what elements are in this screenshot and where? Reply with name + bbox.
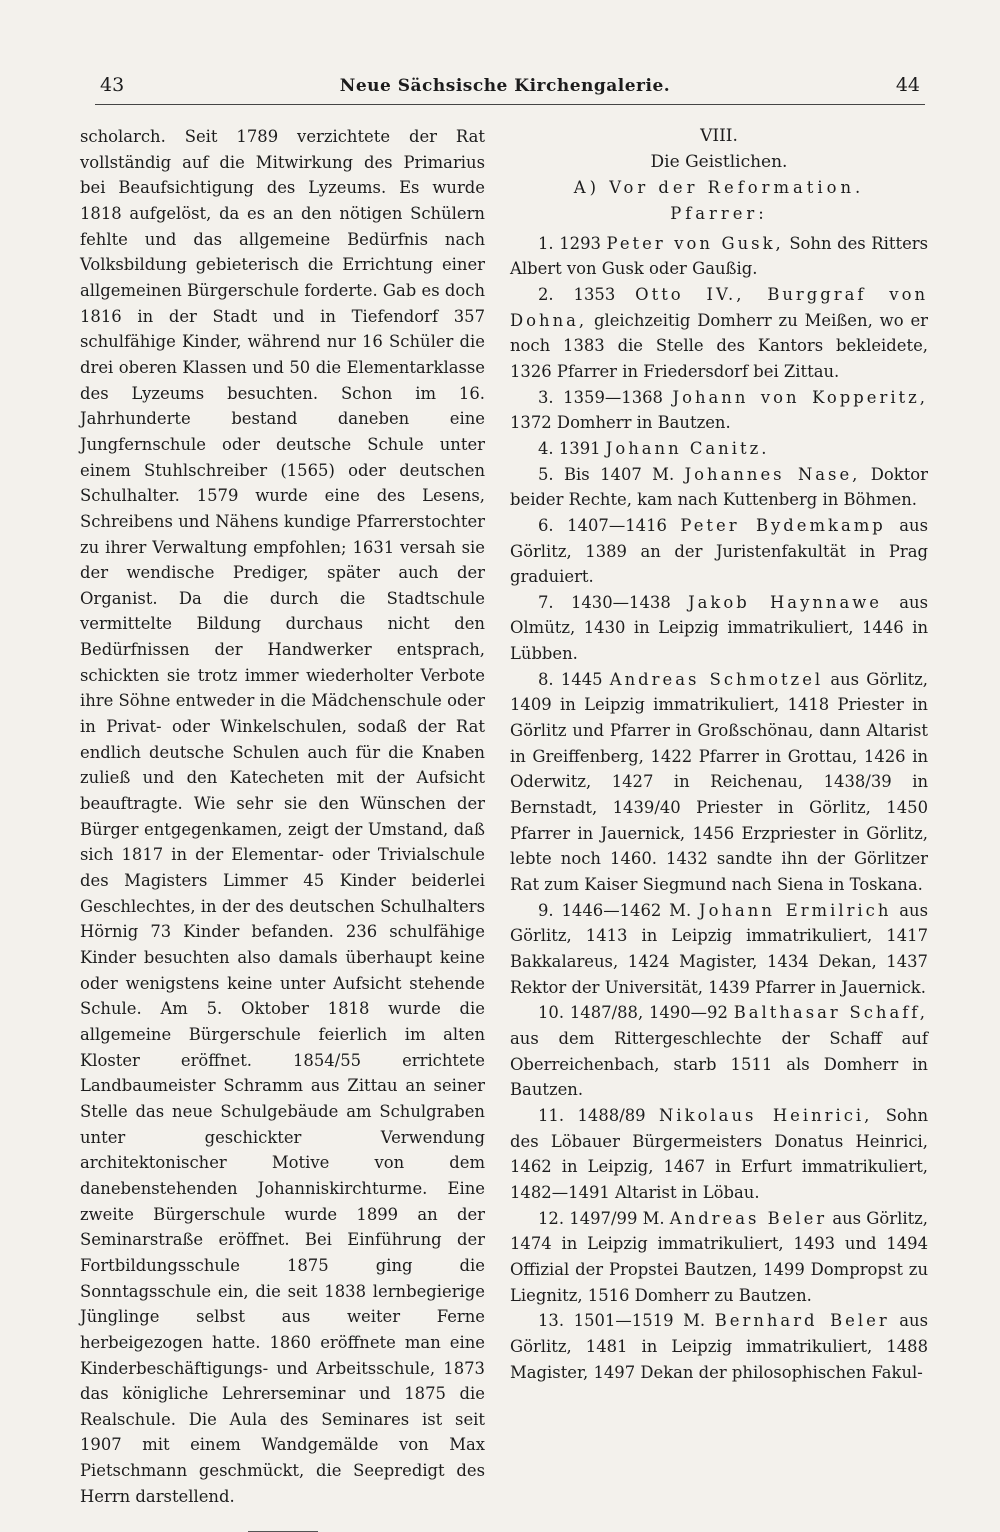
- entry-name: Peter von Gusk,: [606, 233, 784, 253]
- entry-item: [510, 282, 928, 385]
- entry-item: [510, 898, 928, 1001]
- entry-text: aus Görlitz, 1389 an der Juristenfakultät in Prag graduiert.: [510, 515, 929, 587]
- entry-item: [510, 667, 928, 898]
- entry-name: Andreas Schmotzel: [609, 669, 824, 689]
- entry-name: Andreas Beler: [669, 1208, 828, 1228]
- entry-name: Bernhard Beler: [714, 1311, 890, 1331]
- entry-item: [510, 385, 928, 436]
- entry-lead: 6. 1407—1416: [538, 515, 667, 535]
- page-header: [90, 74, 920, 104]
- entry-lead: 8. 1445: [538, 669, 603, 689]
- entry-lead: 3. 1359—1368: [538, 387, 663, 407]
- section-title: Die Geistlichen.: [650, 151, 788, 172]
- entry-item: [510, 1308, 928, 1385]
- subsection-title: Vor der Reformation.: [609, 178, 865, 198]
- entry-name: Johann Canitz.: [605, 438, 770, 458]
- entry-lead: 13. 1501—1519 M.: [538, 1311, 706, 1331]
- entry-item: [510, 590, 928, 667]
- entry-name: Peter Bydemkamp: [680, 515, 886, 535]
- entry-text: Sohn des Ritters Albert von Gusk oder Gaußig.: [510, 233, 929, 279]
- entry-name: Balthasar Schaff,: [733, 1003, 928, 1023]
- category-heading: Pfarrer:: [670, 203, 768, 223]
- entry-text: gleichzeitig Domherr zu Meißen, wo er noch 1383 die Stelle des Kantors bekleidete, 1326 Pfarrer in Friedersdorf bei Zittau.: [510, 310, 928, 381]
- entry-list: [510, 231, 928, 1386]
- left-paragraph: scholarch. Seit 1789 verzichtete der Rat vollständig auf die Mitwirkung des Primarius bei Beaufsichtigung des Lyzeums. Es wurde 1818 aufgelöst, da es an den nötigen Schülern fehlte und das allgemeine Bedürfnis nach Volksbildung gebieterisch die Errichtung einer allgemeinen Bürgerschule forderte. Gab es doch 1816 in der Stadt und in Tiefendorf 357 schulfähige Kinder, während nur 16 Schüler die drei oberen Klassen und 50 die Elementarklasse des Lyzeums besuchten. Schon im 16. Jahrhunderte bestand daneben eine Jungfernschule oder deutsche Schule unter einem Stuhlschreiber (1565) oder deutschen Schulhalter. 1579 wurde eine des Lesens, Schreibens und Nähens kundige Pfarrerstochter zu ihrer Verwaltung empfohlen; 1631 versah sie der wendische Prediger, später auch der Organist. Da die durch die Stadtschule vermittelte Bildung durchaus nicht den Bedürfnissen der Handwerker entsprach, schickten sie trotz immer wiederholter Verbote ihre Söhne entweder in die Mädchenschule oder in Privat- oder Winkelschulen, sodaß der Rat endlich deutsche Schulen auch für die Knaben zuließ und den Katecheten mit der Aufsicht beauftragte. Wie sehr sie den Wünschen der Bürger entgegenkamen, zeigt der Umstand, daß sich 1817 in der Elementar- oder Trivialschule des Magisters Limmer 45 Kinder beiderlei Geschlechtes, in der des deutschen Schulhalters Hörnig 73 Kinder befanden. 236 schulfähige Kinder besuchten also damals überhaupt keine oder wenigstens keine unter Aufsicht stehende Schule. Am 5. Oktober 1818 wurde die allgemeine Bürgerschule feierlich im alten Kloster eröffnet. 1854/55 errichtete Landbaumeister Schramm aus Zittau an seiner Stelle das neue Schulgebäude am Schulgraben unter geschickter Verwendung architektonischer Motive von dem danebenstehenden Johanniskirchturme. Eine zweite Bürgerschule wurde 1899 an der Seminarstraße eröffnet. Bei Einführung der Fortbildungsschule 1875 ging die Sonntagsschule ein, die seit 1838 lernbegierige Jünglinge selbst aus weiter Ferne herbeigezogen hatte. 1860 eröffnete man eine Kinderbeschäftigungs- und Arbeitsschule, 1873 das königliche Lehrerseminar und 1875 die Realschule. Die Aula des Seminares ist seit 1907 mit einem Wandgemälde von Max Pietschmann geschmückt, die Seepredigt des Herrn darstellend.: [80, 127, 485, 1506]
- entry-name: Johannes Nase,: [684, 464, 861, 484]
- entry-name: Johann von Kopperitz,: [672, 387, 928, 407]
- entry-item: [510, 462, 928, 513]
- entry-name: Jakob Haynnawe: [688, 592, 882, 612]
- right-column: [510, 124, 928, 1385]
- entry-item: [510, 1000, 928, 1103]
- entry-item: [510, 436, 928, 462]
- entry-text: aus Görlitz, 1481 in Leipzig immatrikuliert, 1488 Magister, 1497 Dekan der philosophischen Fakul-: [510, 1311, 929, 1382]
- entry-name: Otto IV., Burggraf von Dohna,: [510, 284, 928, 330]
- entry-lead: 11. 1488/89: [538, 1105, 646, 1125]
- header-rule: [95, 104, 925, 105]
- entry-item: [510, 1206, 928, 1309]
- entry-lead: 4. 1391: [538, 438, 601, 458]
- entry-lead: 7. 1430—1438: [538, 592, 671, 612]
- subsection-label: A): [573, 178, 600, 198]
- entry-lead: 12. 1497/99 M.: [538, 1208, 665, 1228]
- entry-lead: 5. Bis 1407 M.: [538, 464, 675, 484]
- running-title: Neue Sächsische Kirchengalerie.: [339, 76, 671, 96]
- entry-lead: 2. 1353: [538, 284, 616, 304]
- entry-text: aus Görlitz, 1474 in Leipzig immatrikuliert, 1493 und 1494 Offizial der Propstei Bautzen, 1499 Dompropst zu Liegnitz, 1516 Domherr zu Bautzen.: [510, 1208, 929, 1305]
- entry-item: [510, 513, 928, 590]
- subsection-heading: [510, 175, 928, 201]
- entry-name: Nikolaus Heinrici,: [659, 1105, 873, 1125]
- entry-text: aus Görlitz, 1413 in Leipzig immatrikuliert, 1417 Bakkalareus, 1424 Magister, 1434 Dekan, 1437 Rektor der Universität, 1439 Pfarrer in Jauernick.: [510, 900, 928, 997]
- page-number-right: 44: [895, 74, 920, 96]
- entry-lead: 9. 1446—1462 M.: [538, 900, 692, 920]
- entry-text: aus dem Rittergeschlechte der Schaff auf Oberreichenbach, starb 1511 als Domherr in Bautzen.: [510, 1028, 928, 1100]
- page-number-left: 43: [100, 74, 125, 96]
- entry-text: aus Görlitz, 1409 in Leipzig immatrikuliert, 1418 Priester in Görlitz und Pfarrer in Großschönau, dann Altarist in Greiffenberg, 1422 Pfarrer in Grottau, 1426 in Oderwitz, 1427 in Reichenau, 1438/39 in Bernstadt, 1439/40 Priester in Görlitz, 1450 Pfarrer in Jauernick, 1456 Erzpriester in Görlitz, lebte noch 1460. 1432 sandte ihn der Görlitzer Rat zum Kaiser Siegmund nach Siena in Toskana.: [510, 669, 929, 895]
- entry-lead: 10. 1487/88, 1490—92: [538, 1003, 728, 1023]
- entry-text: Sohn des Löbauer Bürgermeisters Donatus Heinrici, 1462 in Leipzig, 1467 in Erfurt immatrikuliert, 1482—1491 Altarist in Löbau.: [510, 1105, 929, 1202]
- entry-text: aus Olmütz, 1430 in Leipzig immatrikuliert, 1446 in Lübben.: [510, 592, 928, 664]
- entry-text: 1372 Domherr in Bautzen.: [510, 413, 731, 433]
- entry-name: Johann Ermilrich: [699, 900, 892, 920]
- left-column: [80, 124, 485, 1532]
- entry-item: [510, 1103, 928, 1206]
- entry-item: [510, 231, 928, 282]
- entry-lead: 1. 1293: [538, 233, 601, 253]
- entry-text: Doktor beider Rechte, kam nach Kuttenberg in Böhmen.: [510, 464, 928, 510]
- section-number: VIII.: [700, 126, 738, 146]
